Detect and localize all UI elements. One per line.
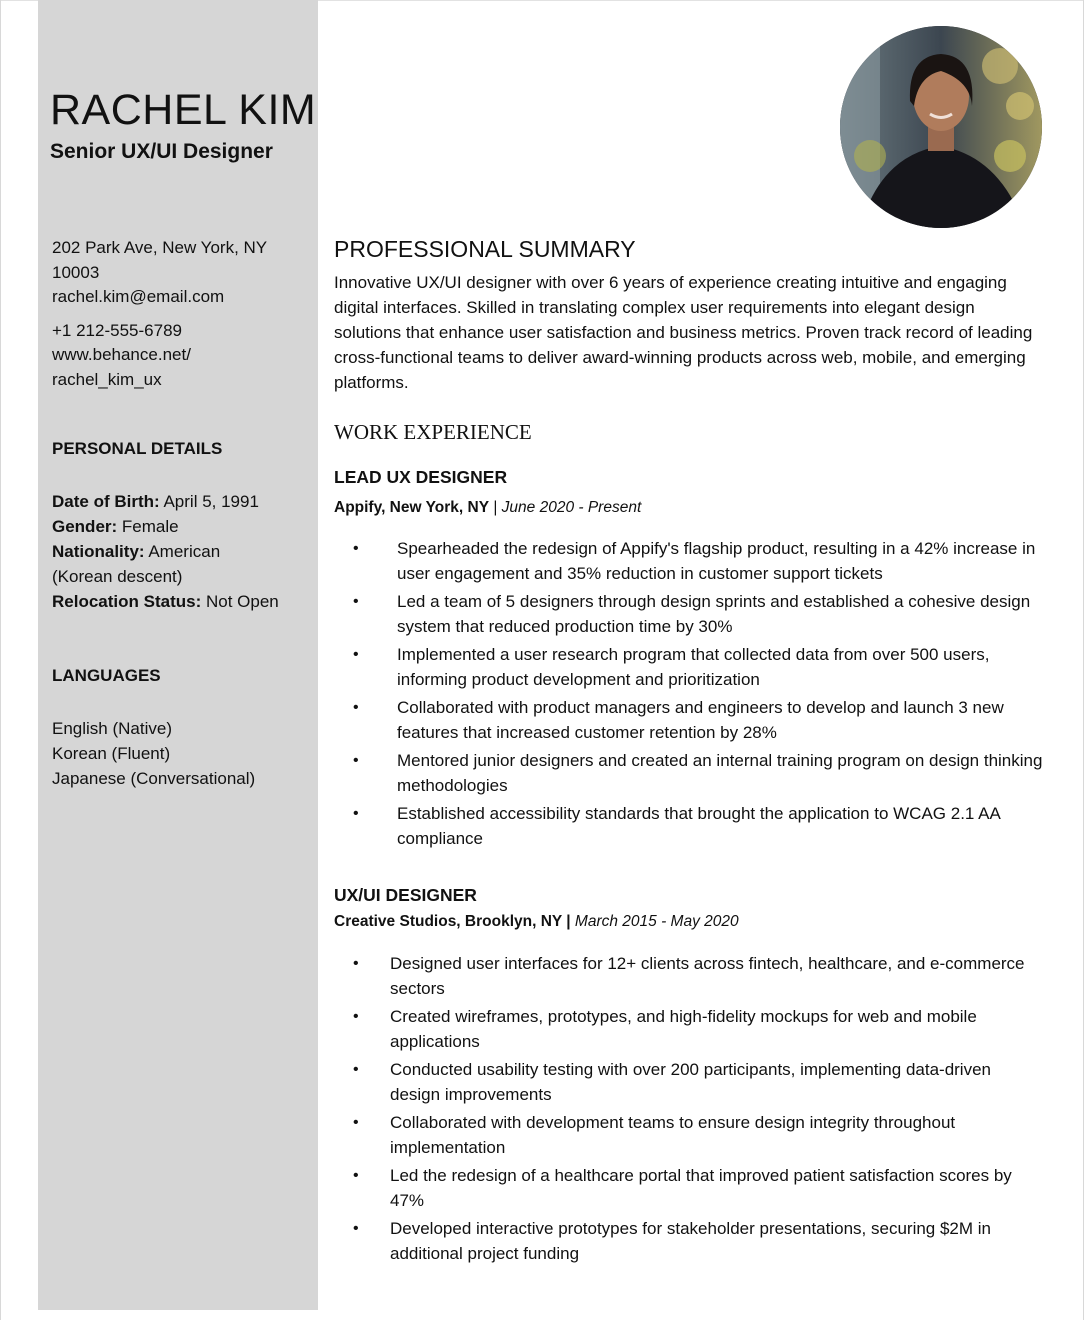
bullet-icon: • (353, 699, 359, 716)
dob-row (52, 489, 302, 514)
bullet-text: Implemented a user research program that collected data from over 500 users, informing product development and prioritization (397, 645, 990, 689)
bullet-icon: • (353, 540, 359, 557)
candidate-title: Senior UX/UI Designer (50, 140, 273, 163)
bullet-text: Led a team of 5 designers through design sprints and established a cohesive design system that reduced production time by 30% (397, 592, 1031, 636)
bullet-text: Mentored junior designers and created an internal training program on design thinking methodologies (397, 751, 1043, 795)
list-item (353, 537, 1047, 586)
list-item (353, 590, 1047, 639)
languages-list (52, 716, 302, 791)
language-item: Japanese (Conversational) (52, 769, 256, 788)
list-item (353, 696, 1047, 745)
website-link-line-1[interactable]: www.behance.net/ (52, 345, 191, 364)
bullet-text: Spearheaded the redesign of Appify's flagship product, resulting in a 42% increase in user engagement and 35% reduction in customer support tickets (397, 539, 1036, 583)
list-item (353, 1164, 1042, 1213)
list-item (353, 1217, 1042, 1266)
profile-photo-image (840, 26, 1042, 228)
website-link-line-2[interactable]: rachel_kim_ux (52, 369, 162, 389)
bullet-text: Conducted usability testing with over 200 participants, implementing data-driven design improvements (390, 1060, 991, 1104)
relocation-label: Relocation Status: (52, 592, 202, 611)
work-experience-heading: WORK EXPERIENCE (334, 420, 532, 444)
list-item (353, 749, 1047, 798)
summary-text: Innovative UX/UI designer with over 6 years of experience creating intuitive and engaging digital interfaces. Skilled in translating complex user requirements into elegant design solutions that enhance user satisfaction and business metrics. Proven track record of leading cross-functional teams to deliver award-winning products across web, mobile, and emerging platforms. (334, 273, 1033, 392)
candidate-name: RACHEL KIM (50, 86, 317, 134)
sidebar (38, 0, 318, 1310)
bullet-text: Designed user interfaces for 12+ clients across fintech, healthcare, and e-commerce sectors (390, 954, 1025, 998)
gender-label: Gender: (52, 517, 118, 536)
bullet-icon: • (353, 805, 359, 822)
bullet-icon: • (353, 1220, 359, 1237)
gender-row (52, 514, 302, 539)
job-2-bullets (353, 952, 1042, 1270)
company-name-1: Appify, New York, NY (334, 499, 490, 516)
address-line-1: 202 Park Ave, New York, NY (52, 238, 268, 257)
list-item (353, 1005, 1042, 1054)
nationality-label: Nationality: (52, 542, 145, 561)
bullet-icon: • (353, 646, 359, 663)
bullet-icon: • (353, 752, 359, 769)
bullet-icon: • (353, 1061, 359, 1078)
bullet-icon: • (353, 1167, 359, 1184)
bullet-text: Collaborated with development teams to ensure design integrity throughout implementation (390, 1113, 956, 1157)
separator-1: | (489, 499, 502, 516)
nationality-value: American (144, 542, 221, 561)
address-line-2: 10003 (52, 262, 100, 282)
dob-label: Date of Birth: (52, 492, 160, 511)
bullet-text: Led the redesign of a healthcare portal that improved patient satisfaction scores by 47% (390, 1166, 1012, 1210)
page-border-left (0, 0, 1, 1320)
personal-details-heading: PERSONAL DETAILS (52, 439, 223, 458)
separator-2: | (561, 913, 575, 930)
bullet-text: Created wireframes, prototypes, and high-fidelity mockups for web and mobile applications (390, 1007, 977, 1051)
list-item (353, 802, 1047, 851)
bullet-text: Collaborated with product managers and engineers to develop and launch 3 new features that increased customer retention by 28% (397, 698, 1004, 742)
job-dates-1: June 2020 - Present (501, 499, 642, 516)
list-item (353, 952, 1042, 1001)
job-dates-2: March 2015 - May 2020 (574, 913, 739, 930)
bullet-icon: • (353, 1114, 359, 1131)
relocation-row (52, 589, 302, 614)
dob-value: April 5, 1991 (159, 492, 259, 511)
company-name-2: Creative Studios, Brooklyn, NY (334, 913, 562, 930)
bullet-text: Established accessibility standards that brought the application to WCAG 2.1 AA compliance (397, 804, 1000, 848)
company-line-1 (334, 499, 641, 517)
job-title-1: LEAD UX DESIGNER (334, 467, 508, 487)
phone-number: +1 212-555-6789 (52, 320, 182, 340)
contact-info (52, 236, 302, 392)
list-item (353, 643, 1047, 692)
bullet-icon: • (353, 1008, 359, 1025)
gender-value: Female (117, 517, 179, 536)
summary-heading: PROFESSIONAL SUMMARY (334, 236, 636, 262)
nationality-descent: (Korean descent) (52, 567, 183, 586)
bullet-text: Developed interactive prototypes for stakeholder presentations, securing $2M in additional project funding (390, 1219, 992, 1263)
job-title-2: UX/UI DESIGNER (334, 885, 477, 905)
languages-heading: LANGUAGES (52, 666, 161, 685)
nationality-row (52, 539, 302, 564)
email-link[interactable]: rachel.kim@email.com (52, 287, 225, 306)
company-line-2 (334, 913, 739, 931)
personal-details (52, 489, 302, 614)
job-1-bullets (353, 537, 1047, 855)
language-item: English (Native) (52, 719, 172, 738)
language-item: Korean (Fluent) (52, 744, 171, 763)
bullet-icon: • (353, 955, 359, 972)
profile-photo (840, 26, 1042, 228)
list-item (353, 1111, 1042, 1160)
relocation-value: Not Open (201, 592, 279, 611)
list-item (353, 1058, 1042, 1107)
bullet-icon: • (353, 593, 359, 610)
